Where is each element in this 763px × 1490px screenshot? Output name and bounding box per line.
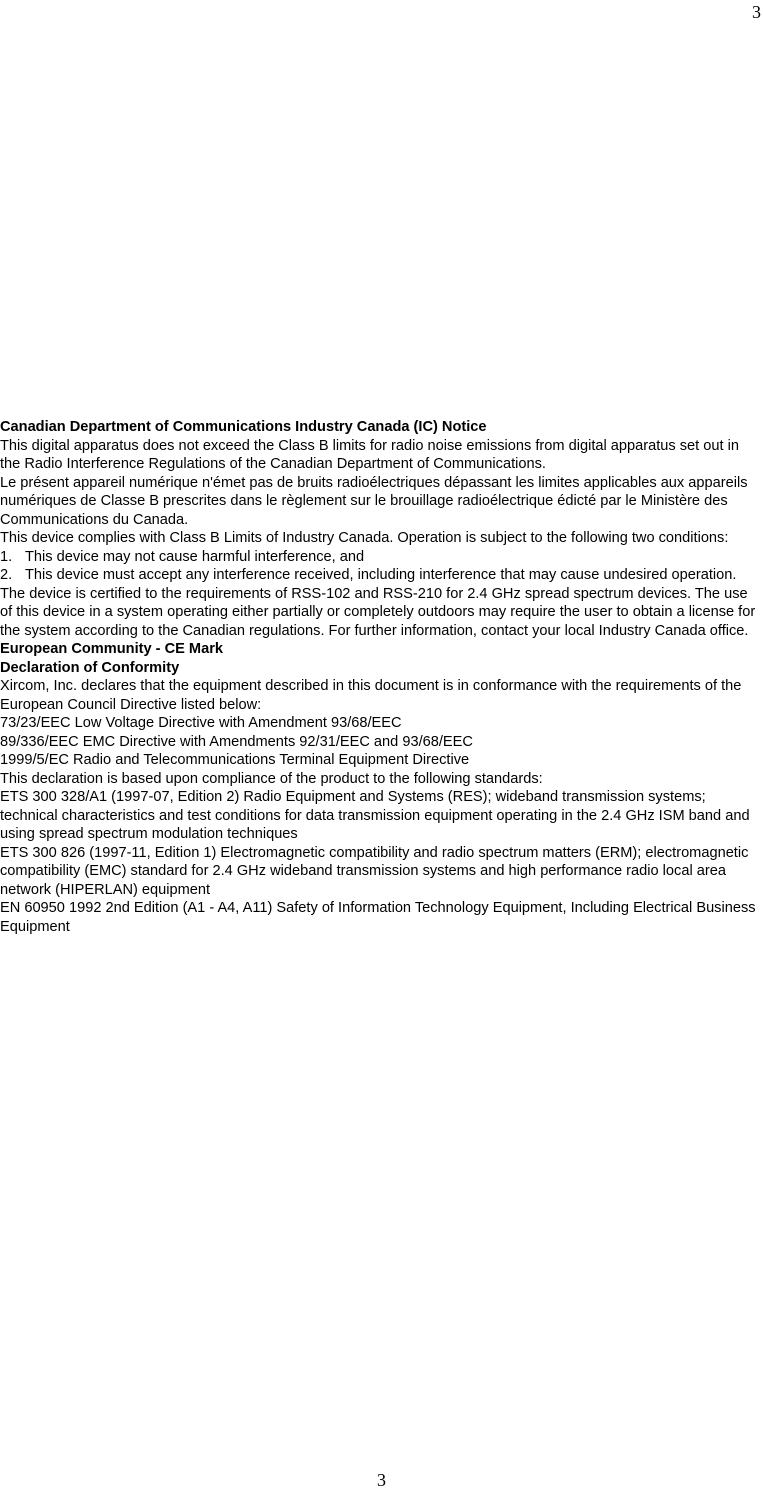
standard-item: EN 60950 1992 2nd Edition (A1 - A4, A11) Safety of Information Technology Equipment, Including Electrical Business Equipment	[0, 900, 756, 935]
condition-number: 2.	[0, 567, 13, 583]
standards-intro: This declaration is based upon compliance of the product to the following standards:	[0, 770, 543, 787]
ic-paragraph-french: Le présent appareil numérique n'émet pas de bruits radioélectriques dépassant les limites applicables aux appareils numériques de Classe B prescrites dans le règlement sur le brouillage radioélectrique édicté par le Ministère des Communications du Canada.	[0, 474, 748, 528]
declaration-heading: Declaration of Conformity	[0, 659, 180, 676]
page-number-top: 3	[752, 2, 761, 22]
ce-mark-heading: European Community - CE Mark	[0, 641, 223, 657]
ic-paragraph-english: This digital apparatus does not exceed the Class B limits for radio noise emissions from digital apparatus set out in the Radio Interference Regulations of the Canadian Department of Communications.	[0, 437, 739, 472]
condition-item	[0, 566, 763, 585]
condition-number: 1.	[0, 548, 13, 565]
declaration-intro: Xircom, Inc. declares that the equipment described in this document is in conformance with the requirements of the European Council Directive listed below:	[0, 678, 742, 713]
directive-item: 89/336/EEC EMC Directive with Amendments 92/31/EEC and 93/68/EEC	[0, 733, 473, 750]
standard-item: ETS 300 826 (1997-11, Edition 1) Electromagnetic compatibility and radio spectrum matters (ERM); electromagnetic compatibility (EMC) standard for 2.4 GHz wideband transmission systems and high performance radio local area network (HIPERLAN) equipment	[0, 844, 749, 898]
directive-item: 1999/5/EC Radio and Telecommunications Terminal Equipment Directive	[0, 752, 470, 768]
ic-compliance-statement: This device complies with Class B Limits of Industry Canada. Operation is subject to the following two conditions:	[0, 530, 729, 546]
ic-certification-paragraph: The device is certified to the requirements of RSS-102 and RSS-210 for 2.4 GHz spread spectrum devices. The use of this device in a system operating either partially or completely outdoors may require the user to obtain a license for the system according to the Canadian regulations. For further information, contact your local Industry Canada office.	[0, 585, 756, 639]
condition-text: This device must accept any interference received, including interference that may cause undesired operation.	[25, 567, 737, 583]
condition-item	[0, 548, 763, 567]
condition-text: This device may not cause harmful interference, and	[25, 548, 365, 565]
directive-item: 73/23/EEC Low Voltage Directive with Amendment 93/68/EEC	[0, 715, 402, 731]
document-body	[0, 418, 763, 936]
standard-item: ETS 300 328/A1 (1997-07, Edition 2) Radio Equipment and Systems (RES); wideband transmission systems; technical characteristics and test conditions for data transmission equipment operating in the 2.4 GHz ISM band and using spread spectrum modulation techniques	[0, 789, 750, 842]
ic-notice-heading: Canadian Department of Communications Industry Canada (IC) Notice	[0, 419, 487, 435]
page-number-bottom: 3	[377, 1470, 386, 1490]
